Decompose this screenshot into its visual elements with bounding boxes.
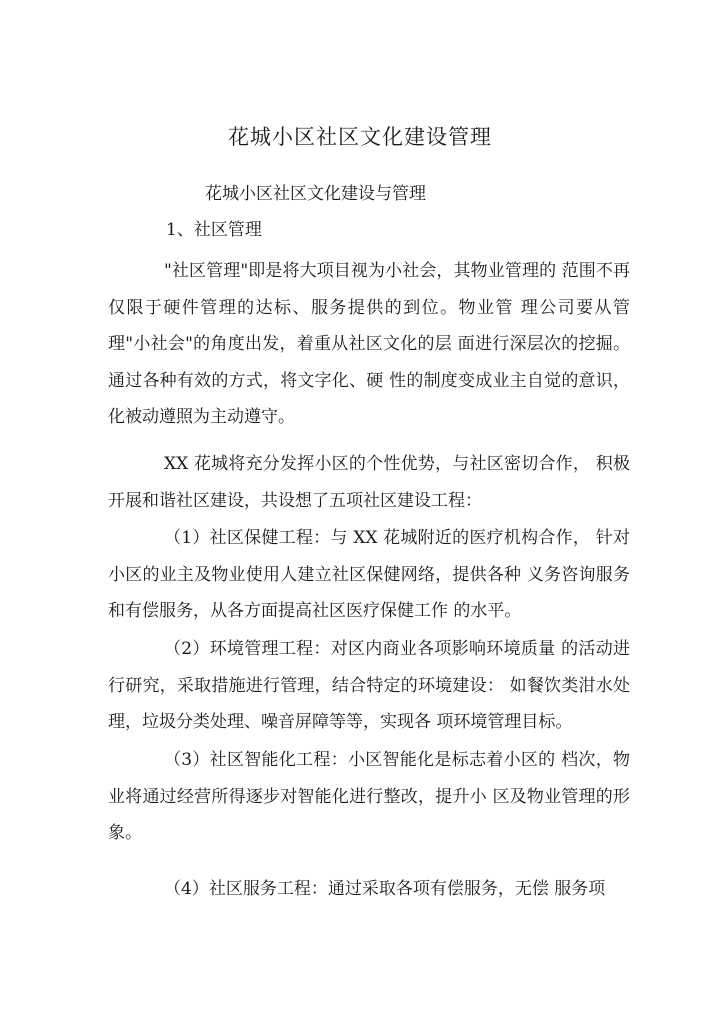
- paragraph-health-project: （1）社区保健工程：与 XX 花城附近的医疗机构合作， 针对小区的业主及物业使用人建立社区保健网络，提供各种 义务咨询服务和有偿服务，从各方面提高社区医疗保健工作 的水平。: [108, 528, 630, 621]
- document-subtitle: 花城小区社区文化建设与管理: [205, 184, 426, 204]
- paragraph-community-management: "社区管理"即是将大项目视为小社会，其物业管理的 范围不再仅限于硬件管理的达标、服务提供的到位。物业管 理公司要从管理"小社会"的角度出发，着重从社区文化的层 面进行深层次的挖掘。通过各种有效的方式，将文字化、硬 性的制度变成业主自觉的意识，化被动遵照为主动遵守。: [108, 261, 630, 427]
- paragraph-service-project: （4）社区服务工程：通过采取各项有偿服务，无偿 服务项: [164, 879, 606, 899]
- section-heading: 1、社区管理: [166, 220, 262, 240]
- paragraph-environment-project: （2）环境管理工程：对区内商业各项影响环境质量 的活动进行研究，采取措施进行管理，结合特定的环境建设： 如餐饮类泔水处理，垃圾分类处理、噪音屏障等等，实现各 项环境管理目标。: [108, 639, 630, 732]
- document-title: 花城小区社区文化建设管理: [228, 125, 492, 149]
- paragraph-smart-project: （3）社区智能化工程：小区智能化是标志着小区的 档次，物业将通过经营所得逐步对智能化进行整改，提升小 区及物业管理的形象。: [108, 750, 630, 843]
- paragraph-five-projects: XX 花城将充分发挥小区的个性优势，与社区密切合作， 积极开展和谐社区建设，共设想了五项社区建设工程：: [108, 454, 630, 511]
